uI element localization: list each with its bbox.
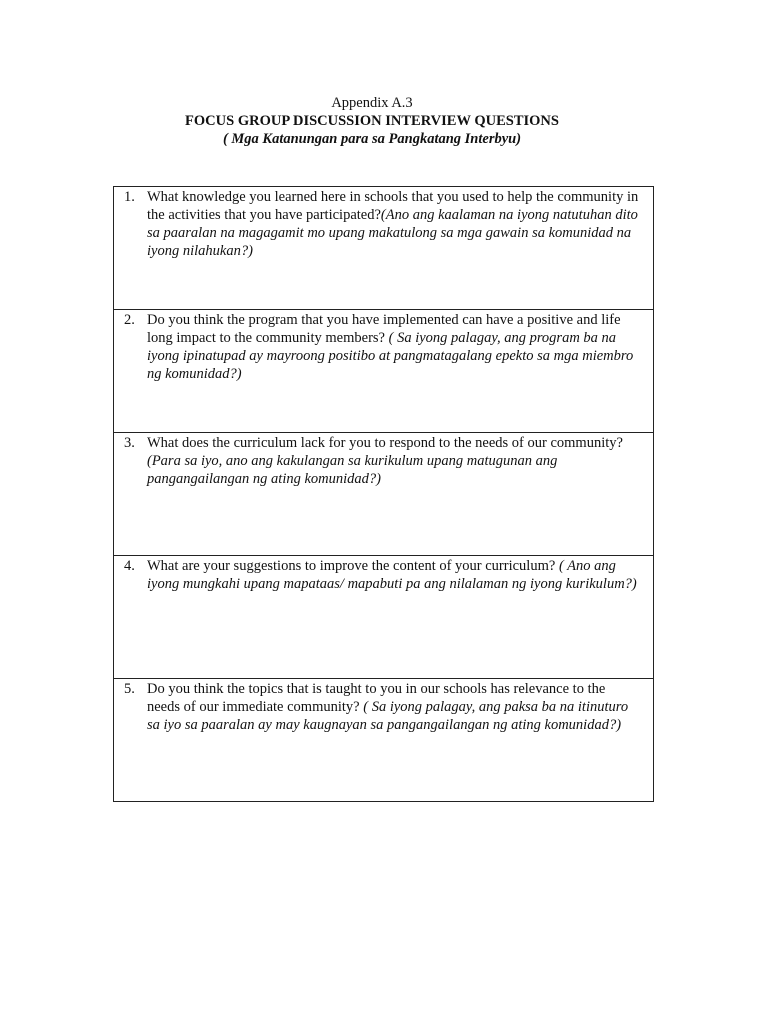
question-filipino: ( Sa iyong palagay, ang paksa ba na itinuturo sa iyo sa paaralan ay may kaugnayan sa pangangailangan ng ating komunidad?) [147,699,629,733]
document-header [0,94,744,148]
question-cell-2 [114,310,654,433]
question-cell-4 [114,556,654,679]
question-english: What are your suggestions to improve the content of your curriculum? [147,558,559,574]
question-filipino: (Para sa iyo, ano ang kakulangan sa kurikulum upang matugunan ang pangangailangan ng ating komunidad?) [147,453,558,487]
question-number: 5. [124,681,135,697]
question-text [147,434,641,488]
question-english: Do you think the topics that is taught to you in our schools has relevance to the needs of our immediate community? [147,681,606,715]
table-row [114,310,654,433]
page-subtitle: ( Mga Katanungan para sa Pangkatang Interbyu) [222,131,522,147]
question-text [147,311,641,383]
question-cell-5 [114,679,654,802]
question-text [147,557,641,593]
table-row [114,433,654,556]
question-cell-3 [114,433,654,556]
question-cell-1 [114,187,654,310]
question-english: What knowledge you learned here in schools that you used to help the community in the activities that you have participated? [147,189,639,223]
table-row [114,556,654,679]
page-title: FOCUS GROUP DISCUSSION INTERVIEW QUESTIONS [185,113,559,129]
question-filipino: (Ano ang kaalaman na iyong natutuhan dito sa paaralan na magagamit mo upang makatulong sa mga gawain sa komunidad na iyong nilahukan?) [147,207,638,259]
table-row [114,187,654,310]
question-filipino: ( Sa iyong palagay, ang program ba na iyong ipinatupad ay mayroong positibo at pangmatagalang epekto sa mga miembro ng komunidad?) [147,330,634,382]
table-row [114,679,654,802]
question-number: 3. [124,435,135,451]
question-number: 1. [124,189,135,205]
appendix-label: Appendix A.3 [331,95,413,111]
question-text [147,680,641,734]
question-number: 2. [124,312,135,328]
question-english: What does the curriculum lack for you to respond to the needs of our community? [147,435,623,451]
question-text [147,188,641,260]
question-number: 4. [124,558,135,574]
question-english: Do you think the program that you have implemented can have a positive and life long impact to the community members? [147,312,621,346]
questions-table [113,186,654,802]
question-filipino: ( Ano ang iyong mungkahi upang mapataas/ mapabuti pa ang nilalaman ng iyong kurikulum?) [147,558,637,592]
